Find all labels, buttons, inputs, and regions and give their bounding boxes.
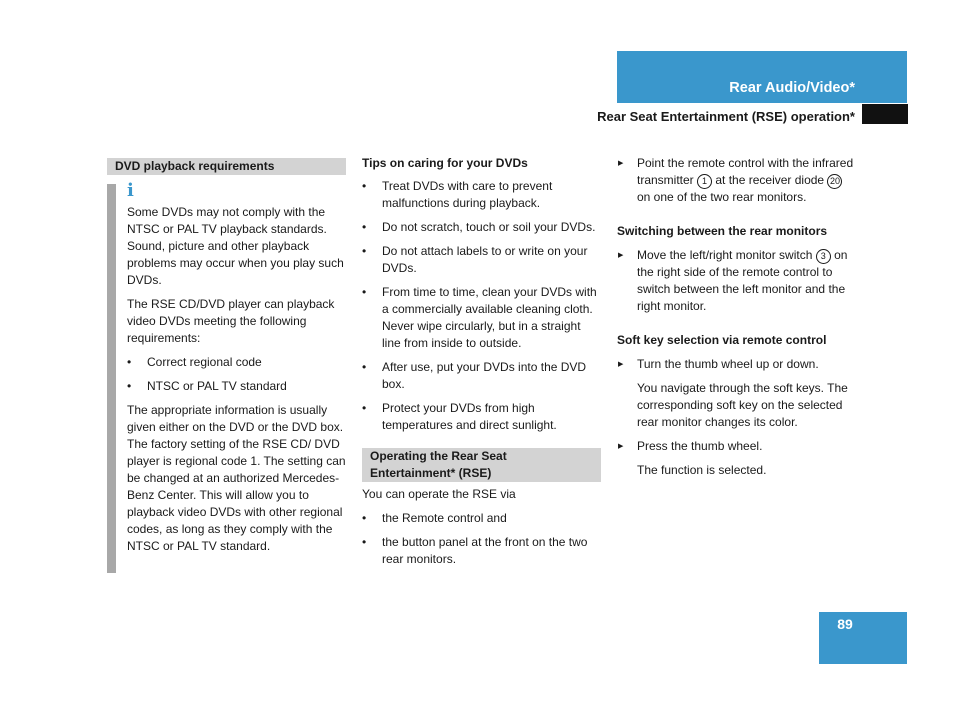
heading-switching-monitors: Switching between the rear monitors xyxy=(617,224,828,238)
section-title: Rear Seat Entertainment (RSE) operation* xyxy=(597,109,855,124)
step-result: You navigate through the soft keys. The corresponding soft key on the selected rear monitor changes its color. xyxy=(637,381,848,429)
column-dvd-care xyxy=(362,155,602,568)
list-item: • the button panel at the front on the two rear monitors. xyxy=(362,534,602,568)
note-bar xyxy=(107,184,116,573)
heading-dvd-care: Tips on caring for your DVDs xyxy=(362,156,528,170)
info-icon: i xyxy=(127,180,134,201)
list-item: • Correct regional code xyxy=(127,354,349,371)
header-tab-marker xyxy=(862,104,908,124)
instruction-step: ▶ Turn the thumb wheel up or down. xyxy=(617,356,857,373)
step-text: on one of the two rear monitors. xyxy=(637,190,807,204)
instruction-step xyxy=(617,247,857,315)
heading-operating-rse: Operating the Rear Seat Entertainment* (RSE) xyxy=(362,448,601,482)
page-number: 89 xyxy=(837,616,853,632)
list-item: • Protect your DVDs from high temperatures and direct sunlight. xyxy=(362,400,602,434)
callout-number: 20 xyxy=(827,174,842,189)
heading-soft-key-selection: Soft key selection via remote control xyxy=(617,333,827,347)
chapter-title: Rear Audio/Video* xyxy=(729,80,855,96)
list-item: • From time to time, clean your DVDs with a commercially available cleaning cloth. Never wipe circularly, but in a straight line from inside to outside. xyxy=(362,284,602,352)
list-item: • Do not attach labels to or write on your DVDs. xyxy=(362,243,602,277)
step-result: The function is selected. xyxy=(637,463,767,477)
list-item: • Do not scratch, touch or soil your DVDs. xyxy=(362,219,602,236)
note-paragraph: The appropriate information is usually given either on the DVD or the DVD box. The factory setting of the RSE CD/ DVD player is regional code 1. The setting can be changed at an authorized Mercedes-Benz Center. This will allow you to playback video DVDs with other regional codes, as long as they comply with the NTSC or PAL TV standard. xyxy=(127,403,346,553)
intro-text: You can operate the RSE via xyxy=(362,487,516,501)
note-paragraph: Some DVDs may not comply with the NTSC or PAL TV playback standards. Sound, picture and other playback problems may occur when you play such DVDs. xyxy=(127,205,344,287)
list-item: • After use, put your DVDs into the DVD box. xyxy=(362,359,602,393)
column-remote-operation xyxy=(617,155,857,479)
list-item: • the Remote control and xyxy=(362,510,602,527)
instruction-step: ▶ Press the thumb wheel. xyxy=(617,438,857,455)
step-text: Move the left/right monitor switch xyxy=(637,248,813,262)
heading-dvd-playback-requirements: DVD playback requirements xyxy=(107,158,346,175)
note-body xyxy=(127,204,349,555)
step-text: Point the remote control with the infrared transmitter xyxy=(637,156,854,187)
note-paragraph: The RSE CD/DVD player can playback video DVDs meeting the following requirements: xyxy=(127,297,335,345)
list-item: • Treat DVDs with care to prevent malfunctions during playback. xyxy=(362,178,602,212)
callout-number: 3 xyxy=(816,249,831,264)
instruction-step xyxy=(617,155,857,206)
step-text: on the right side of the remote control to switch between the left monitor and the right monitor. xyxy=(637,248,848,313)
callout-number: 1 xyxy=(697,174,712,189)
list-item: • NTSC or PAL TV standard xyxy=(127,378,349,395)
step-text: at the receiver diode xyxy=(715,173,825,187)
